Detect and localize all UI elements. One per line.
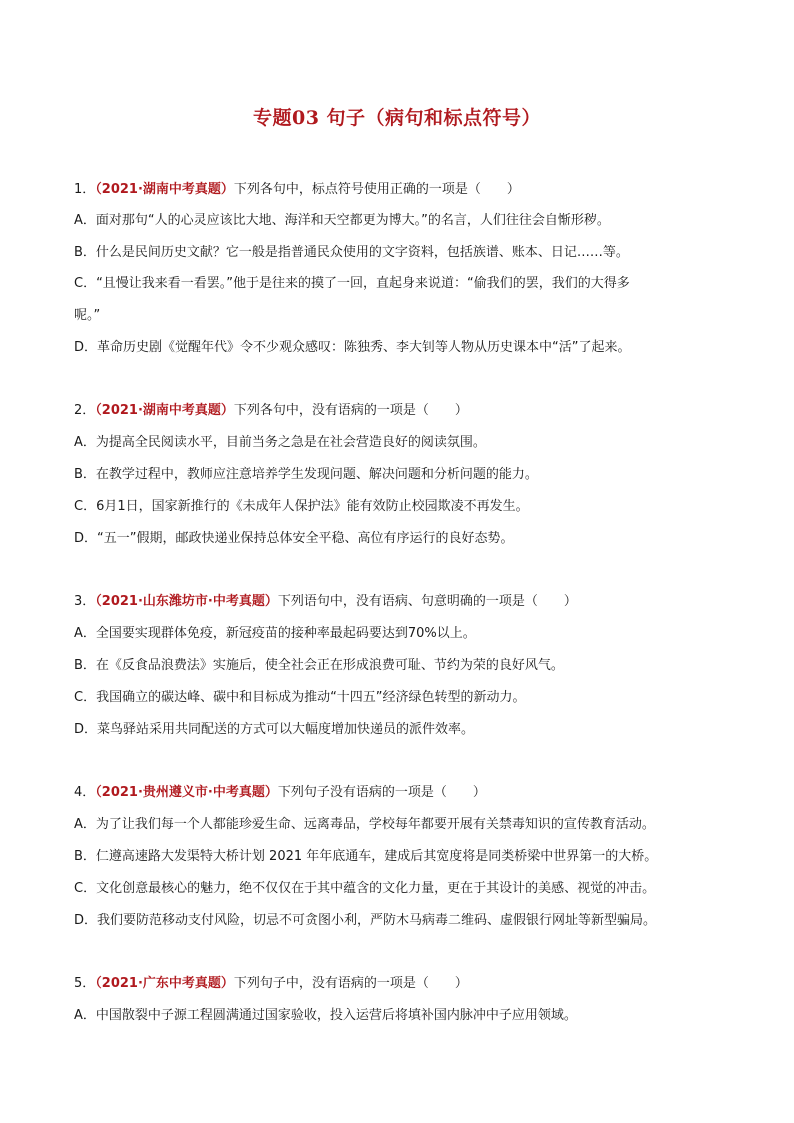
question-stem: 下列各句中，标点符号使用正确的一项是（ ） <box>233 182 520 197</box>
question-source: （2021·广东中考真题） <box>95 976 234 991</box>
question-stem: 下列句子中，没有语病的一项是（ ） <box>233 976 468 991</box>
option-line: B．在《反食品浪费法》实施后，使全社会正在形成浪费可耻、节约为荣的良好风气。 <box>74 658 564 673</box>
option-line: C．“且慢让我来看一看罢。”他于是往来的摸了一回，直起身来说道：“偷我们的罢，我们的大得多 <box>74 276 630 291</box>
question-number: 4． <box>74 785 96 800</box>
question-source: （2021·山东潍坊市·中考真题） <box>95 594 278 609</box>
option-line: B．仁遵高速路大发渠特大桥计划 2021 年年底通车，建成后其宽度将是同类桥梁中世界第一的大桥。 <box>74 849 658 864</box>
question-stem: 下列句子没有语病的一项是（ ） <box>277 785 486 800</box>
option-line: D．菜鸟驿站采用共同配送的方式可以大幅度增加快递员的派件效率。 <box>74 722 475 737</box>
question-4-header <box>74 781 486 800</box>
option-line: A．全国要实现群体免疫，新冠疫苗的接种率最起码要达到70%以上。 <box>74 626 476 641</box>
question-5-header <box>74 972 468 991</box>
question-stem: 下列语句中，没有语病、句意明确的一项是（ ） <box>277 594 577 609</box>
question-number: 5． <box>74 976 96 991</box>
option-line: D．我们要防范移动支付风险，切忌不可贪图小利，严防木马病毒二维码、虚假银行网址等新型骗局。 <box>74 913 657 928</box>
question-source: （2021·湖南中考真题） <box>95 403 234 418</box>
question-number: 2． <box>74 403 96 418</box>
question-2-header <box>74 399 468 418</box>
question-source: （2021·贵州遵义市·中考真题） <box>95 785 278 800</box>
option-line: C．6月1日，国家新推行的《未成年人保护法》能有效防止校园欺凌不再发生。 <box>74 499 529 514</box>
option-line: A．面对那句“人的心灵应该比大地、海洋和天空都更为博大。”的名言，人们往往会自惭形秽。 <box>74 213 610 228</box>
option-line: B．在教学过程中，教师应注意培养学生发现问题、解决问题和分析问题的能力。 <box>74 467 538 482</box>
option-line: A．为了让我们每一个人都能珍爱生命、远离毒品，学校每年都要开展有关禁毒知识的宣传教育活动。 <box>74 817 655 832</box>
option-line: B．什么是民间历史文献？它一般是指普通民众使用的文字资料，包括族谱、账本、日记……等。 <box>74 245 629 260</box>
option-line: A．中国散裂中子源工程圆满通过国家验收，投入运营后将填补国内脉冲中子应用领域。 <box>74 1008 577 1023</box>
page-title: 专题03 句子（病句和标点符号） <box>252 107 542 129</box>
question-number: 3． <box>74 594 96 609</box>
option-line: D．革命历史剧《觉醒年代》令不少观众感叹：陈独秀、李大钊等人物从历史课本中“活”了起来。 <box>74 340 631 355</box>
option-line: C．我国确立的碳达峰、碳中和目标成为推动“十四五”经济绿色转型的新动力。 <box>74 690 526 705</box>
question-1-header <box>74 178 520 197</box>
question-stem: 下列各句中，没有语病的一项是（ ） <box>233 403 468 418</box>
option-line: D．“五一”假期，邮政快递业保持总体安全平稳、高位有序运行的良好态势。 <box>74 531 514 546</box>
option-line: 呢。” <box>74 308 101 323</box>
question-3-header <box>74 590 577 609</box>
option-line: A．为提高全民阅读水平，目前当务之急是在社会营造良好的阅读氛围。 <box>74 435 486 450</box>
question-number: 1． <box>74 182 96 197</box>
question-source: （2021·湖南中考真题） <box>95 182 234 197</box>
option-line: C．文化创意最核心的魅力，绝不仅仅在于其中蕴含的文化力量，更在于其设计的美感、视觉的冲击。 <box>74 881 656 896</box>
